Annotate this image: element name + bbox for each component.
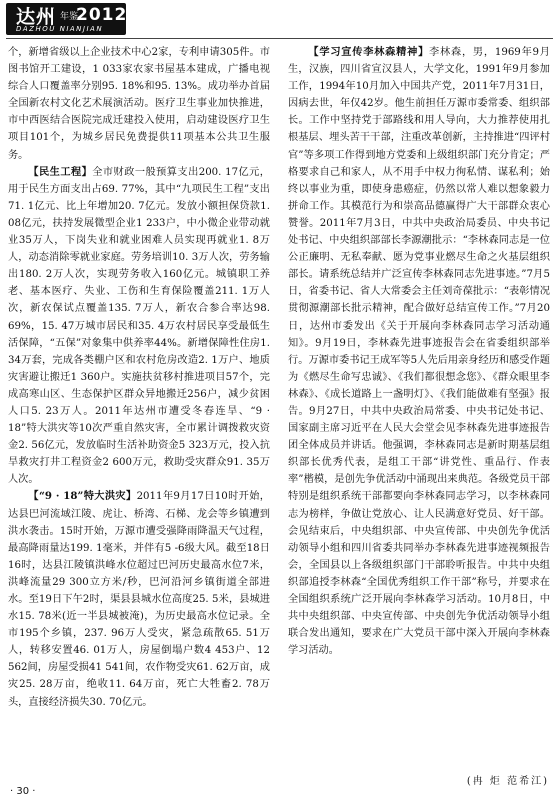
- left-column: [8, 44, 270, 784]
- section-body-flood: 2011年9月17日10时开始，达县巴河流域江陵、虎让、桥湾、石梯、龙会等乡镇遭到洪水袭击。15时开始，万源市遭受强降雨降温天气过程，最高降雨量达199. 1毫米，并伴有5 -6级大风。截至18日16时，达县江陵镇洪峰水位超过巴河历史最高水位7米，洪峰流量29 300立方米/秒，巴河沿河乡镇街道全部进水。至19日下午2时，渠县县城水位高度25. 5米，县城进水15. 78米(近一半县城被淹)，为历史最高水位记录。全市195个乡镇，237. 96万人受灾，紧急疏散65. 51万人，转移安置46. 01万人，房屋倒塌户数4 453户、12 562间，房屋受损41 541间，农作物受灾61. 62万亩，成灾25. 28万亩，绝收11. 64万亩，死亡大牲畜2. 78万头，直接经济损失30. 70亿元。: [8, 491, 270, 708]
- page-header: [0, 0, 559, 40]
- section-title-flood: 【“9 · 18”特大洪灾】: [28, 490, 137, 503]
- section-livelihood: [8, 164, 270, 489]
- brand-subtitle: 年鉴: [60, 12, 79, 22]
- author-byline: (冉 炬 范希江): [466, 776, 549, 787]
- page-number: · 30 ·: [10, 786, 36, 797]
- brand-english: DAZHOU NIANJIAN: [16, 25, 104, 33]
- header-divider: [6, 38, 553, 39]
- section-title-li-linsen: 【学习宣传李林森精神】: [308, 46, 430, 58]
- yearbook-logo: [6, 3, 126, 35]
- section-li-linsen: [288, 44, 550, 659]
- section-title-livelihood: 【民生工程】: [28, 165, 93, 178]
- right-column: [288, 44, 550, 784]
- section-body-li-linsen: 李林森，男，1969年9月生，汉族，四川省宣汉县人，大学文化，1991年9月参加工作，1994年10月加入中国共产党，2011年7月31日，因病去世，年仅42岁。他生前担任万源市委常委、组织部长。工作中坚持党于部路线和用人导向，大力推荐使用扎根基层、埋头苦干干部，注重改革创新，主持推进“四评村官”等多项工作得到地方党委和上级组织部门充分肯定；严格要求自己和家人，从不用手中权力徇私情、谋私利；始终以事业为重，即使身患癌症，仍然以常人难以想象毅力拼命工作。其模范行为和崇高品德赢得广大干部群众衷心赞誉。2011年7月3日，中共中央政治局委员、中央书记处书记、中央组织部部长李源潮批示：“李林森同志是一位公正廉明、无私奉献、愿为党事业燃尽生命之火基层组织部长。请系统总结并广泛宣传李林森同志先进事迹。”7月5日，省委书记、省人大常委会主任刘奇葆批示：“表彰情况贯彻源潮部长批示精神，配合做好总结宣传工作。”7月20日，达州市委发出《关于开展向李林森同志学习活动通知》。9月19日，李林森先进事迹报告会在省委组织部举行。万源市委书记王成军等5人先后用亲身经历和感受作题为《燃尽生命写忠诚》、《我们都很想念您》、《群众眼里李林森》、《成长道路上一盏明灯》、《我们能做难有坚强》报告。9月27日，中共中央政治局常委、中央书记处书记、国家副主席习近平在人民大会堂会见李林森先进事迹报告团全体成员并讲话。他强调，李林森同志是新时期基层组织部长优秀代表，是组工干部“讲党性、重品行、作表率”楷模，是创先争优活动中涌现出来典范。各级党员干部特别是组织系统干部都要向李林森同志学习，以李林森同志为榜样，争做让党放心、让人民满意好党员、好干部。会见结束后，中央组织部、中央宣传部、中央创先争优活动领导小组和四川省委共同举办李林森先进事迹视频报告会，全国县以上各级组织部门干部聆听报告。中共中央组织部追授李林森“全国优秀组织工作干部”称号，并要求在全国组织系统广泛开展向李林森学习活动。10月8日，中共中央组织部、中央宣传部、中央创先争优活动领导小组联合发出通知，要求在广大党员干部中深入开展向李林森学习活动。: [288, 47, 550, 657]
- section-body-livelihood: 全市财政一般预算支出200. 17亿元，用于民生方面支出占69. 77%，其中“九项民生工程”支出71. 1亿元、比上年增加20. 7亿元。发放小额担保贷款1. 08亿元，扶持发展微型企业1 233户，中小微企业带动就业35万人，下岗失业和就业困难人员实现再就业1. 8万人，动态消除零就业家庭。劳务培训10. 3万人次，劳务输出180. 2万人次，实现劳务收入160亿元。城镇职工养老、基本医疗、失业、工伤和生育保险覆盖211. 1万人次，新农保试点覆盖135. 7万人，新农合参合率达98. 69%，15. 47万城市居民和35. 4万农村居民享受最低生活保障，“五保”对象集中供养率44%。新增保障性住房1. 34万套，完成各类棚户区和农村危房改造2. 1万户、地质灾害避让搬迁1 360户。实施扶贫移村推进项目57个，完成高寒山区、生态保护区群众异地搬迁256户，减少贫困人口5. 23万人。2011年达州市遭受冬春连旱、“9 · 18”特大洪灾等10次严重自然灾害，全市累计调拨救灾资金2. 56亿元，发放临时生活补助资金5 323万元，投入抗旱救灾打井工程资金2 600万元，救助受灾群众91. 35万人次。: [8, 166, 270, 486]
- brand-title: 达州: [16, 6, 57, 28]
- section-flood: [8, 488, 270, 710]
- paragraph-culture: 个，新增省级以上企业技术中心2家，专利申请305件。市图书馆开工建设，1 033家农家书屋基本建成，广播电视综合人口覆盖率分别95. 18%和95. 13%。成功举办首届全国新农村文化艺术展演活动。医疗卫生事业加快推进，市中西医结合医院完成迁建投入使用，启动建设医疗卫生项目101个，为城乡居民免费提供11项基本公共卫生服务。: [8, 47, 270, 161]
- brand-year: 2012: [76, 5, 128, 25]
